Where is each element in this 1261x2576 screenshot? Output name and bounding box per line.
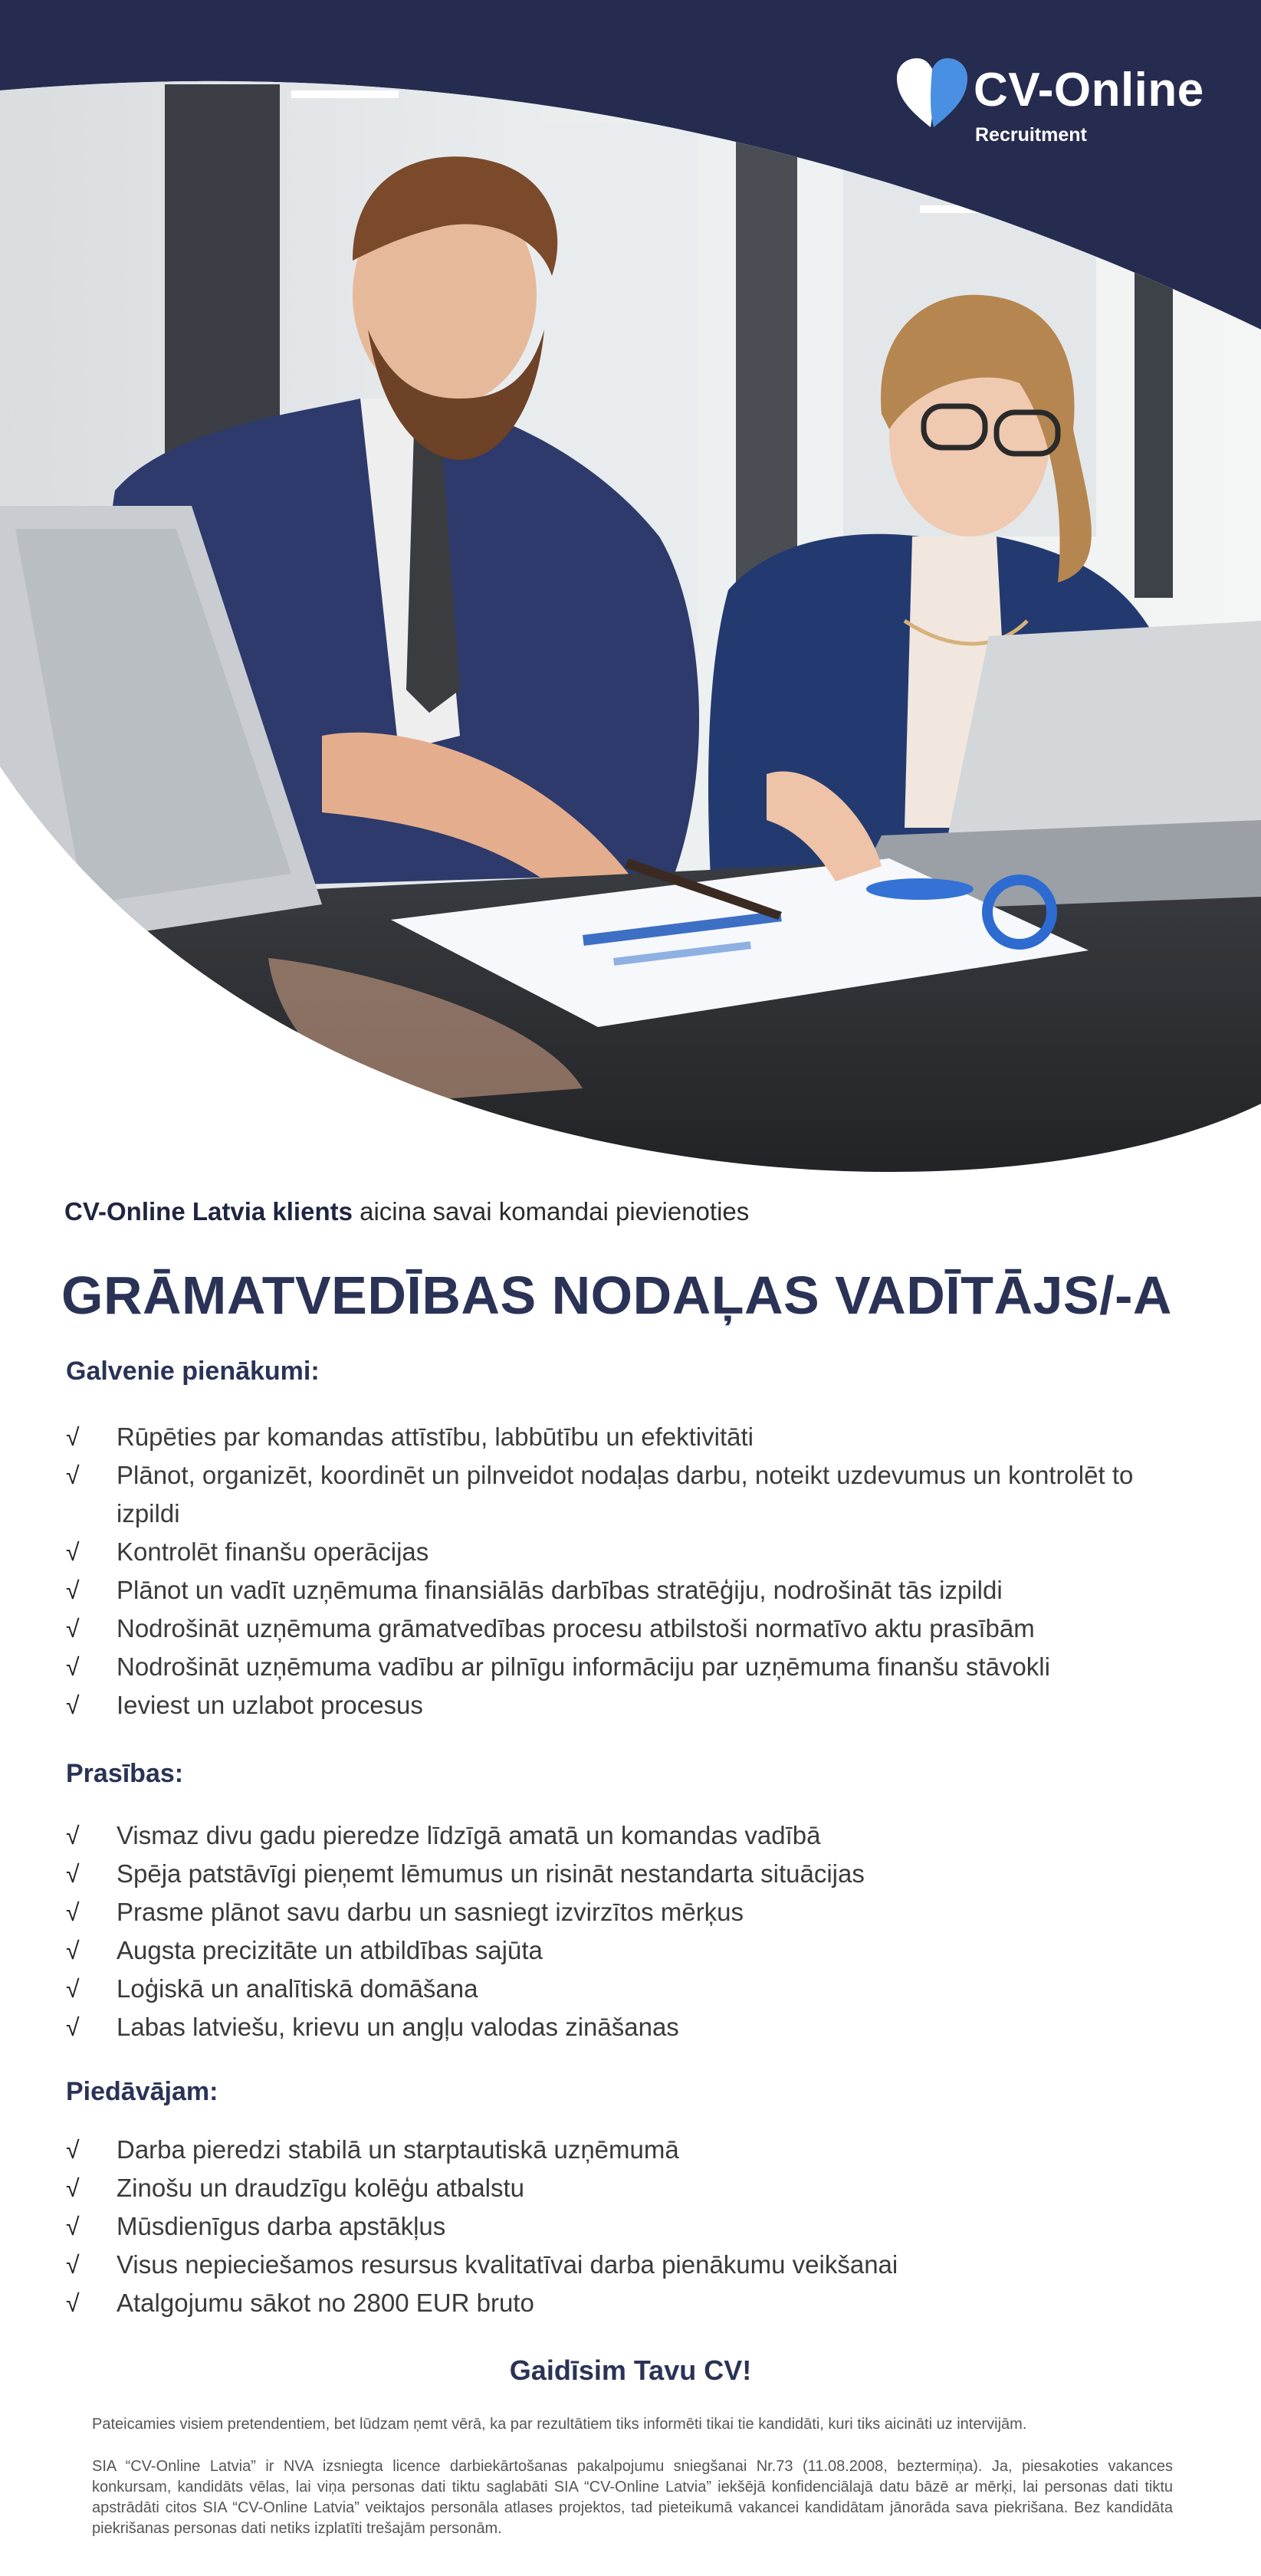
list-item [66, 1533, 1170, 1571]
list-item [66, 1610, 1170, 1648]
check-icon: √ [66, 1692, 80, 1719]
section-heading-duties: Galvenie pienākumi: [66, 1357, 320, 1386]
list-item-text: Plānot un vadīt uzņēmuma finansiālās darbības stratēģiju, nodrošināt tās izpildi [117, 1576, 1003, 1604]
logo-subtitle: Recruitment [975, 124, 1087, 146]
section-heading-offer: Piedāvājam: [66, 2077, 218, 2106]
list-item [66, 1970, 1170, 2008]
list-item-text: Plānot, organizēt, koordinēt un pilnveidot nodaļas darbu, noteikt uzdevumus un kontrolēt to izpildi [117, 1461, 1134, 1528]
list-item-text: Spēja patstāvīgi pieņemt lēmumus un risināt nestandarta situācijas [117, 1859, 865, 1888]
list-item-text: Zinošu un draudzīgu kolēģu atbalstu [117, 2174, 525, 2202]
cv-online-logo[interactable] [889, 52, 1211, 159]
logo-wordmark: CV-Online [974, 64, 1204, 116]
check-icon: √ [66, 1653, 80, 1681]
list-item-text: Vismaz divu gadu pieredze līdzīgā amatā un komandas vadībā [117, 1821, 821, 1849]
list-item [66, 1571, 1170, 1610]
list-item-text: Nodrošināt uzņēmuma vadību ar pilnīgu informāciju par uzņēmuma finanšu stāvokli [117, 1652, 1050, 1681]
list-item [66, 1893, 1170, 1931]
list-item [66, 2207, 1170, 2246]
list-item [66, 1456, 1170, 1533]
list-item [66, 1816, 1170, 1855]
list-item [66, 2284, 1170, 2322]
check-icon: √ [66, 1860, 80, 1888]
list-item [66, 1855, 1170, 1893]
intro-line [64, 1197, 749, 1226]
list-item-text: Rūpēties par komandas attīstību, labbūtību un efektivitāti [117, 1423, 754, 1451]
hero-banner [0, 0, 1261, 1196]
requirements-list [66, 1816, 1170, 2046]
closing-call-to-action: Gaidīsim Tavu CV! [509, 2354, 752, 2386]
list-item [66, 1686, 1170, 1724]
check-icon: √ [66, 1822, 80, 1849]
list-item [66, 2169, 1170, 2207]
list-item-text: Prasme plānot savu darbu un sasniegt izvirzītos mērķus [117, 1898, 744, 1926]
legal-text: SIA “CV-Online Latvia” ir NVA izsniegta licence darbiekārtošanas pakalpojumu sniegšanai Nr.73 (11.08.2008, beztermiņa). Ja, piesakoties vakances konkursam, kandidāts vēlas, lai viņa personas dati tiktu saglabāti SIA “CV-Online Latvia” iekšējā konfidenciālajā datu bāzē ar mērķi, lai personas dati tiktu apstrādāti citos SIA “CV-Online Latvia” veiktajos personāla atlases projektos, tad pieteikumā vakancei kandidātam jānorāda sava piekrišana. Bez kandidāta piekrišanas personas dati netiks izplatīti trešajām personām. [92, 2458, 1173, 2537]
section-heading-requirements: Prasības: [66, 1759, 184, 1788]
list-item-text: Atalgojumu sākot no 2800 EUR bruto [117, 2289, 534, 2317]
list-item-text: Kontrolēt finanšu operācijas [117, 1537, 429, 1566]
check-icon: √ [66, 1975, 80, 2003]
duties-list [66, 1418, 1170, 1724]
heart-logo-icon [894, 57, 970, 133]
list-item-text: Ieviest un uzlabot procesus [117, 1691, 423, 1719]
check-icon: √ [66, 1577, 80, 1604]
check-icon: √ [66, 2013, 80, 2041]
check-icon: √ [66, 1937, 80, 1964]
intro-rest: aicina savai komandai pievienoties [352, 1197, 750, 1226]
check-icon: √ [66, 1423, 80, 1451]
list-item [66, 2131, 1170, 2169]
list-item [66, 1931, 1170, 1970]
list-item-text: Visus nepieciešamos resursus kvalitatīvai darba pienākumu veikšanai [117, 2250, 898, 2279]
list-item [66, 2246, 1170, 2284]
check-icon: √ [66, 2174, 80, 2202]
check-icon: √ [66, 1615, 80, 1642]
list-item-text: Loģiskā un analītiskā domāšana [117, 1974, 478, 2003]
list-item-text: Mūsdienīgus darba apstākļus [117, 2212, 446, 2240]
list-item [66, 1418, 1170, 1456]
list-item [66, 1648, 1170, 1686]
check-icon: √ [66, 1462, 80, 1489]
check-icon: √ [66, 2213, 80, 2240]
list-item-text: Nodrošināt uzņēmuma grāmatvedības procesu atbilstoši normatīvo aktu prasībām [117, 1614, 1035, 1642]
list-item [66, 2008, 1170, 2046]
job-title: GRĀMATVEDĪBAS NODAĻAS VADĪTĀJS/-A [61, 1265, 1172, 1325]
check-icon: √ [66, 2251, 80, 2279]
disclaimer-text: Pateicamies visiem pretendentiem, bet lūdzam ņemt vērā, ka par rezultātiem tiks informēti tikai tie kandidāti, kuri tiks aicināti uz intervijām. [92, 2416, 1027, 2433]
check-icon: √ [66, 2289, 80, 2317]
check-icon: √ [66, 2136, 80, 2164]
list-item-text: Darba pieredzi stabilā un starptautiskā uzņēmumā [117, 2135, 679, 2164]
intro-client: CV-Online Latvia klients [64, 1197, 353, 1226]
check-icon: √ [66, 1538, 80, 1566]
offer-list [66, 2131, 1170, 2322]
list-item-text: Augsta precizitāte un atbildības sajūta [117, 1936, 543, 1964]
check-icon: √ [66, 1898, 80, 1926]
list-item-text: Labas latviešu, krievu un angļu valodas zināšanas [117, 2013, 679, 2041]
